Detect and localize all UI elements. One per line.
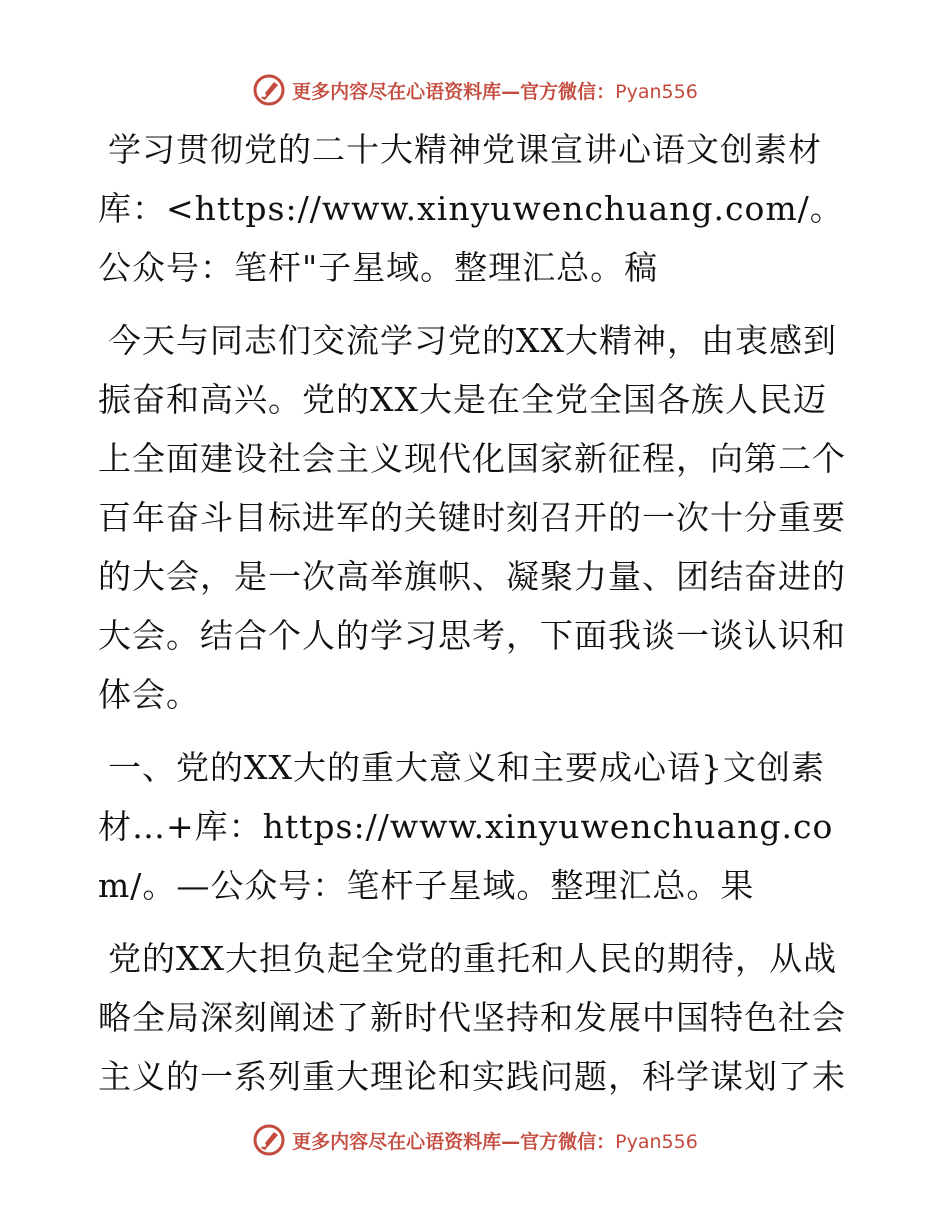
footer-banner-text (292, 1127, 698, 1154)
header-banner (0, 70, 950, 110)
banner-wechat-id: Pyan556 (615, 80, 698, 103)
paragraph-body: 党的XX大担负起全党的重托和人民的期待，从战略全局深刻阐述了新时代坚持和发展中国特色社会主义的一系列重大理论和实践问题，科学谋划了未 (98, 939, 846, 1096)
header-banner-inner (252, 73, 698, 107)
footer-banner-inner (252, 1123, 698, 1157)
pen-circle-logo-icon (252, 1123, 286, 1157)
paragraph-section-heading: 一、党的XX大的重大意义和主要成心语}文创素材…+库：https://www.xinyuwenchuang.com/。—公众号：笔杆子星域。整理汇总。果 (98, 748, 834, 905)
header-banner-text (292, 77, 698, 104)
paragraph-intro: 学习贯彻党的二十大精神党课宣讲心语文创素材库：<https://www.xinyuwenchuang.com/。公众号：笔杆"子星域。整理汇总。稿 (98, 130, 844, 287)
footer-banner (0, 1120, 950, 1160)
pen-circle-logo-icon (252, 73, 286, 107)
paragraph-opening: 今天与同志们交流学习党的XX大精神，由衷感到振奋和高兴。党的XX大是在全党全国各族人民迈上全面建设社会主义现代化国家新征程，向第二个百年奋斗目标进军的关键时刻召开的一次十分重要的大会，是一次高举旗帜、凝聚力量、团结奋进的大会。结合个人的学习思考，下面我谈一谈认识和体会。 (98, 321, 846, 714)
banner-label: 更多内容尽在心语资料库—官方微信： (292, 1130, 616, 1153)
banner-wechat-id: Pyan556 (615, 1130, 698, 1153)
banner-label: 更多内容尽在心语资料库—官方微信： (292, 80, 616, 103)
document-body (98, 120, 858, 1120)
